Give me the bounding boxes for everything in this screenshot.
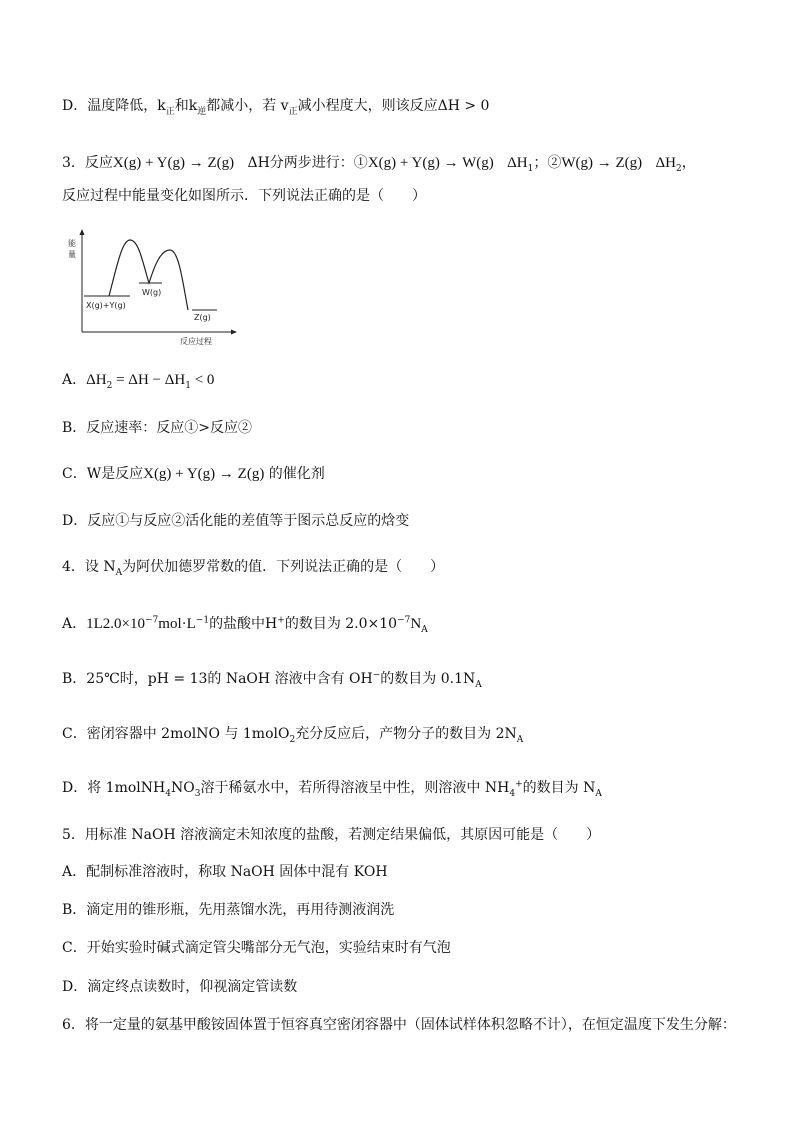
y-axis-label-1: 能 xyxy=(68,239,76,248)
q3-stem-line1: 3．反应X(g) + Y(g) → Z(g) ΔH分两步进行：①X(g) + Y(g) → W(g) $\Delta H_1$；②W(g) → Z(g) $\Delta H_2$， xyxy=(62,155,696,174)
label-intermediate: W(g) xyxy=(142,288,162,297)
q3-option-c: C．W是反应X(g) + Y(g) → Z(g) 的催化剂 xyxy=(62,466,325,482)
y-axis-arrow xyxy=(80,229,85,235)
x-axis-arrow xyxy=(231,330,237,335)
q4-option-d: D．将 $1molNH_4NO_3$溶于稀氨水中，若所得溶液呈中性，则溶液中 $NH_4^+$的数目为 $N_A$ xyxy=(62,779,602,799)
q5-stem: 5．用标准 NaOH 溶液滴定未知浓度的盐酸，若测定结果偏低，其原因可能是（ ） xyxy=(62,827,601,843)
energy-diagram xyxy=(60,226,240,348)
q4-stem: 4．设 $N_A$为阿伏加德罗常数的值．下列说法正确的是（ ） xyxy=(62,559,445,578)
question-number: 4． xyxy=(62,559,85,575)
question-number: 3． xyxy=(62,155,85,171)
q3-stem-line2: 反应过程中能量变化如图所示．下列说法正确的是（ ） xyxy=(62,188,426,204)
q6-stem: 6．将一定量的氨基甲酸铵固体置于恒容真空密闭容器中（固体试样体积忽略不计），在恒定温度下发生分解： xyxy=(62,1017,736,1033)
q4-option-a: A．$1L2.0\times 10^{-7}mol\cdot L^{-1}$的盐酸中H+的数目为 $2.0\times 10^{-7}N_A$ xyxy=(62,615,428,635)
label-reactants: X(g)+Y(g) xyxy=(86,301,126,310)
q5-option-b: B．滴定用的锥形瓶，先用蒸馏水洗，再用待测液润洗 xyxy=(62,902,395,918)
q4-option-c: C．密闭容器中 2molNO 与 1molO$_2$充分反应后，产物分子的数目为 $2N_A$ xyxy=(62,726,524,745)
q4-option-b: B．25℃时，pH = 13的 NaOH 溶液中含有 OH−的数目为 $0.1N_A$ xyxy=(62,670,482,690)
q5-option-c: C．开始实验时碱式滴定管尖嘴部分无气泡，实验结束时有气泡 xyxy=(62,940,451,956)
label-product: Z(g) xyxy=(194,313,211,322)
q3-option-b: B．反应速率：反应①>反应② xyxy=(62,420,253,436)
q3-option-d: D．反应①与反应②活化能的差值等于图示总反应的焓变 xyxy=(62,513,410,529)
q5-option-d: D．滴定终点读数时，仰视滴定管读数 xyxy=(62,979,298,995)
y-axis-label-2: 量 xyxy=(68,250,76,259)
q3-option-a: A．$\Delta H_2 = \Delta H - \Delta H_1 < 0$ xyxy=(62,372,215,391)
question-number: 6． xyxy=(62,1017,85,1033)
q2-option-d: D．温度降低，$k_正$和$k_逆$都减小，若 $v_正$减小程度大，则该反应ΔH > 0 xyxy=(62,98,490,117)
x-axis-label: 反应过程 xyxy=(180,337,212,346)
question-number: 5． xyxy=(62,827,85,843)
reaction-curve xyxy=(109,240,188,310)
option-label: D． xyxy=(62,98,88,114)
q5-option-a: A．配制标准溶液时，称取 NaOH 固体中混有 KOH xyxy=(62,864,388,880)
